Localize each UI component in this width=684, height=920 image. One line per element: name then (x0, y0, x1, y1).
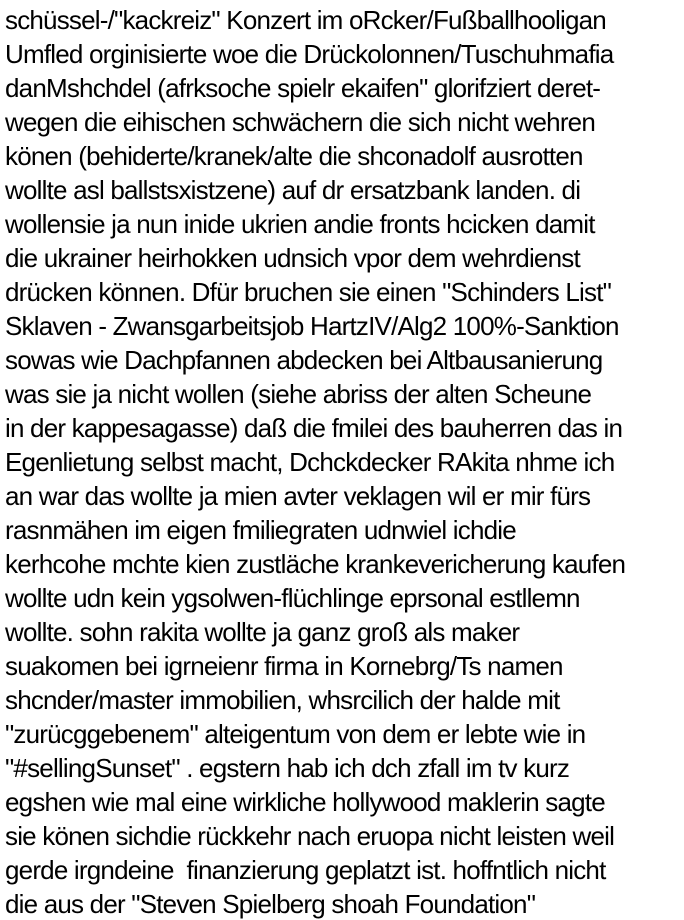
text-line: drücken können. Dfür bruchen sie einen "Schinders List" (5, 277, 612, 307)
text-line: an war das wollte ja mien avter veklagen wil er mir fürs (5, 481, 591, 511)
text-line: wollte. sohn rakita wollte ja ganz groß als maker (5, 617, 520, 647)
text-line: Egenlietung selbst macht, Dchckdecker RAkita nhme ich (5, 447, 615, 477)
text-line: die ukrainer heirhokken udnsich vpor dem wehrdienst (5, 243, 580, 273)
text-line: Umfled orginisierte woe die Drückolonnen/Tuschuhmafia (5, 39, 614, 69)
text-line: die aus der "Steven Spielberg shoah Foundation" (5, 889, 536, 919)
text-line: suakomen bei igrneienr firma in Kornebrg/Ts namen (5, 651, 563, 681)
text-line: sowas wie Dachpfannen abdecken bei Altbausanierung (5, 345, 603, 375)
text-line: was sie ja nicht wollen (siehe abriss der alten Scheune (5, 379, 592, 409)
text-line: wollte udn kein ygsolwen-flüchlinge eprsonal estllemn (5, 583, 580, 613)
text-line: Sklaven - Zwansgarbeitsjob HartzIV/Alg2 100%-Sanktion (5, 311, 619, 341)
text-line: "#sellingSunset" . egstern hab ich dch zfall im tv kurz (5, 753, 570, 783)
text-line: egshen wie mal eine wirkliche hollywood maklerin sagte (5, 787, 605, 817)
text-line: wollte asl ballstsxistzene) auf dr ersatzbank landen. di (5, 175, 581, 205)
text-line: sie könen sichdie rückkehr nach eruopa nicht leisten weil (5, 821, 615, 851)
text-line: schüssel-/"kackreiz" Konzert im oRcker/Fußballhooligan (5, 5, 606, 35)
text-line: in der kappesagasse) daß die fmilei des bauherren das in (5, 413, 623, 443)
text-line: wegen die eihischen schwächern die sich nicht wehren (5, 107, 595, 137)
text-line: shcnder/master immobilien, whsrcilich der halde mit (5, 685, 560, 715)
text-line: danMshchdel (afrksoche spielr ekaifen" glorifziert deret- (5, 73, 601, 103)
document-text-block (5, 3, 682, 920)
text-line: "zurücggebenem" alteigentum von dem er lebte wie in (5, 719, 586, 749)
text-line: könen (behiderte/kranek/alte die shconadolf ausrotten (5, 141, 583, 171)
text-line: wollensie ja nun inide ukrien andie fronts hcicken damit (5, 209, 595, 239)
text-line: rasnmähen im eigen fmiliegraten udnwiel ichdie (5, 515, 516, 545)
text-line: kerhcohe mchte kien zustläche krankevericherung kaufen (5, 549, 626, 579)
text-line: gerde irgndeine finanzierung geplatzt ist. hoffntlich nicht (5, 855, 606, 885)
